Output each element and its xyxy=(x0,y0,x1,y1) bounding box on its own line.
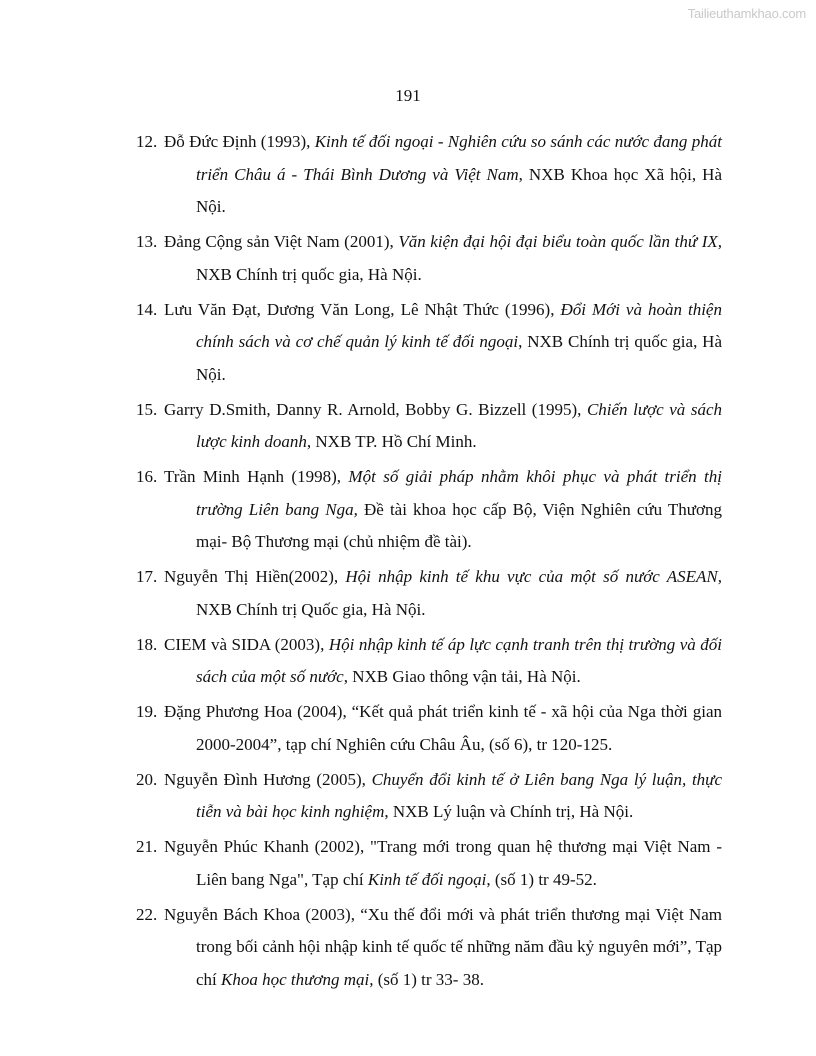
reference-text xyxy=(164,837,722,889)
reference-segment: Đề tài khoa học cấp Bộ, Viện Nghiên cứu Thương mại- Bộ Thương mại (chủ nhiệm đề tài). xyxy=(196,499,723,551)
page-number: 191 xyxy=(395,86,421,105)
reference-item xyxy=(136,831,722,896)
reference-number: 16. xyxy=(136,467,158,486)
reference-text xyxy=(164,132,722,216)
reference-segment: NXB Chính trị Quốc gia, Hà Nội. xyxy=(196,599,426,619)
reference-segment: Trần Minh Hạnh (1998), xyxy=(164,467,349,486)
reference-segment: Đặng Phương Hoa (2004), “Kết quả phát triển kinh tế - xã hội của Nga thời gian 2000-2004”, tạp chí Nghiên cứu Châu Âu, (số 6), tr 120-125. xyxy=(164,702,722,754)
reference-number: 14. xyxy=(136,299,158,319)
reference-segment: NXB Chính trị quốc gia, Hà Nội. xyxy=(196,264,422,284)
reference-segment: , (số 1) tr 49-52. xyxy=(486,869,597,889)
reference-text xyxy=(164,567,722,619)
reference-title: Hội nhập kinh tế áp lực cạnh tranh trên thị trường và đối sách của một số nước xyxy=(196,634,722,686)
reference-segment: Lưu Văn Đạt, Dương Văn Long, Lê Nhật Thức (1996), xyxy=(164,299,561,319)
reference-segment: , NXB Lý luận và Chính trị, Hà Nội. xyxy=(384,802,634,821)
reference-segment: Nguyễn Đình Hương (2005), xyxy=(164,769,372,789)
reference-text xyxy=(164,770,722,822)
reference-list xyxy=(136,126,722,999)
reference-title: Chiến lược và sách lược kinh doanh xyxy=(196,399,723,451)
watermark: Tailieuthamkhao.com xyxy=(687,6,806,21)
reference-segment: Nguyễn Bách Khoa (2003), “Xu thế đổi mới và phát triển thương mại Việt Nam trong bối cảnh hội nhập kinh tế quốc tế những năm đầu kỷ nguyên mới”, Tạp chí xyxy=(164,904,722,989)
reference-segment: Đỗ Đức Định (1993), xyxy=(164,132,315,151)
reference-segment: Nguyễn Thị Hiền(2002), xyxy=(164,567,346,586)
reference-segment: , NXB Giao thông vận tải, Hà Nội. xyxy=(343,667,581,686)
reference-segment: (số 1) tr 33- 38. xyxy=(373,969,484,989)
reference-title: Kinh tế đối ngoại xyxy=(367,869,487,889)
reference-title: Kinh tế đối ngoại - Nghiên cứu so sánh các nước đang phát triển Châu á - Thái Bình Dương và Việt Nam xyxy=(196,132,722,184)
reference-title: Một số giải pháp nhằm khôi phục và phát triển thị trường Liên bang Nga, xyxy=(196,467,722,519)
reference-item xyxy=(136,764,722,829)
reference-text xyxy=(164,300,722,384)
reference-segment: CIEM và SIDA (2003), xyxy=(164,634,329,654)
reference-item xyxy=(136,899,722,997)
reference-segment: Đảng Cộng sản Việt Nam (2001), xyxy=(164,232,399,251)
reference-number: 13. xyxy=(136,232,158,251)
reference-item xyxy=(136,696,722,761)
reference-text xyxy=(164,467,722,551)
reference-segment: , NXB Chính trị quốc gia, Hà Nội. xyxy=(196,332,723,384)
reference-number: 15. xyxy=(136,399,158,419)
reference-title: Văn kiện đại hội đại biểu toàn quốc lần thứ IX, xyxy=(398,232,722,251)
reference-number: 21. xyxy=(136,837,158,856)
reference-title: Khoa học thương mại, xyxy=(221,969,374,989)
reference-text xyxy=(164,232,722,284)
reference-number: 12. xyxy=(136,132,158,151)
reference-number: 18. xyxy=(136,634,158,654)
reference-title: Chuyển đổi kinh tế ở Liên bang Nga lý luận, thực tiễn và bài học kinh nghiệm xyxy=(196,769,722,821)
reference-item xyxy=(136,226,722,291)
reference-title: Đổi Mới và hoàn thiện chính sách và cơ chế quản lý kinh tế đối ngoại xyxy=(196,299,722,351)
reference-item xyxy=(136,461,722,559)
reference-number: 20. xyxy=(136,769,158,789)
reference-segment: , NXB TP. Hồ Chí Minh. xyxy=(306,432,477,451)
reference-text xyxy=(164,635,722,687)
reference-number: 19. xyxy=(136,702,158,721)
reference-item xyxy=(136,394,722,459)
reference-item xyxy=(136,629,722,694)
reference-item xyxy=(136,126,722,224)
reference-text xyxy=(164,702,722,754)
reference-segment: Garry D.Smith, Danny R. Arnold, Bobby G. Bizzell (1995), xyxy=(164,399,587,419)
reference-text xyxy=(164,905,722,989)
reference-item xyxy=(136,561,722,626)
reference-text xyxy=(164,400,722,452)
reference-title: Hội nhập kinh tế khu vực của một số nước ASEAN, xyxy=(345,567,722,586)
reference-number: 17. xyxy=(136,567,158,586)
reference-item xyxy=(136,294,722,392)
reference-segment: Nguyễn Phúc Khanh (2002), "Trang mới trong quan hệ thương mại Việt Nam - Liên bang Nga", Tạp chí xyxy=(164,837,722,889)
reference-segment: , NXB Khoa học Xã hội, Hà Nội. xyxy=(196,164,722,216)
reference-number: 22. xyxy=(136,904,158,924)
